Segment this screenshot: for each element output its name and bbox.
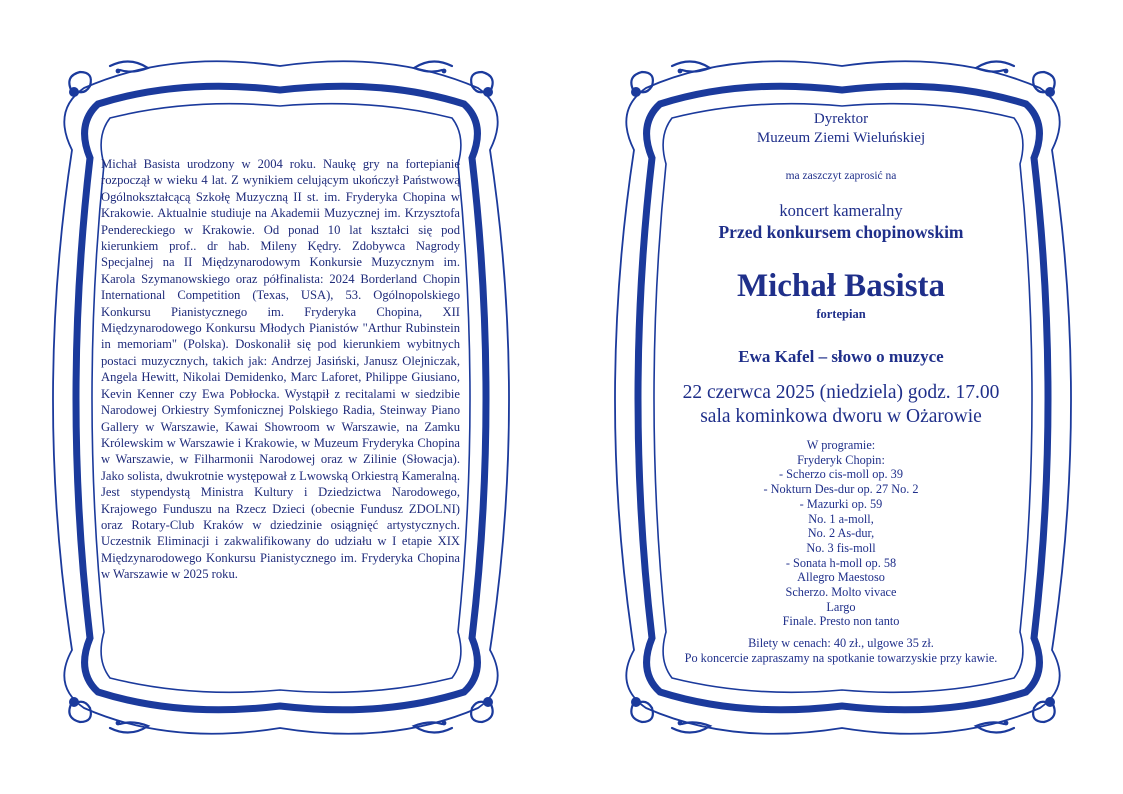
program-line: No. 1 a-moll,: [808, 511, 874, 526]
program-line: Fryderyk Chopin:: [797, 452, 885, 467]
invitation-phrase: ma zaszczyt zaprosić na: [785, 170, 897, 182]
program-line: - Scherzo cis-moll op. 39: [779, 467, 903, 482]
program-line: - Sonata h-moll op. 58: [785, 555, 897, 570]
ticket-prices: Bilety w cenach: 40 zł., ulgowe 35 zł.: [748, 636, 934, 650]
event-venue: sala kominkowa dworu w Ożarowie: [700, 406, 982, 427]
program-line: Finale. Presto non tanto: [782, 614, 900, 629]
program-list: [662, 438, 1020, 629]
invitation-panel: [562, 0, 1123, 794]
program-line: Largo: [826, 599, 856, 614]
program-line: No. 3 fis-moll: [806, 540, 876, 555]
program-line: Scherzo. Molto vivace: [785, 585, 897, 600]
program-line: W programie:: [806, 438, 876, 452]
program-line: Allegro Maestoso: [797, 570, 885, 585]
after-concert-note: Po koncercie zapraszamy na spotkanie towarzyskie przy kawie.: [684, 651, 998, 665]
event-kind: koncert kameralny: [779, 201, 903, 220]
biography-text: Michał Basista urodzony w 2004 roku. Naukę gry na fortepianie rozpoczął w wieku 4 lat. Z wynikiem celującym ukończył Państwową Ogólnokształcącą Szkołę Muzyczną II st. im. Fryderyka Chopina w Krakowie. Aktualnie studiuje na Akademii Muzycznej im. Krzysztofa Pendereckiego w Krakowie. Od ponad 10 lat kształci się pod kierunkiem prof.. dr hab. Mileny Kędry. Zdobywca Nagrody Specjalnej na II Międzynarodowym Konkursie Muzycznym im. Karola Szymanowskiego oraz półfinalista: 2024 Borderland Chopin International Competition (Texas, USA), 53. Ogólnopolskiego Konkursu Pianistycznego im. Fryderyka Chopina, XII Międzynarodowego Konkursu Młodych Pianistów "Arthur Rubinstein in memoriam" (Polska). Doskonalił się pod kierunkiem wybitnych postaci muzycznych, takich jak: Andrzej Jasiński, Janusz Olejniczak, Angela Hewitt, Nikolai Demidenko, Marc Laforet, Philippe Giusiano, Kevin Kenner czy Ewa Pobłocka. Wystąpił z recitalami w siedzibie Narodowej Orkiestry Symfonicznej Polskiego Radia, Steinway Piano Gallery w Warszawie, Kawai Showroom w Warszawie, na Zamku Królewskim w Warszawie i Krakowie, w Muzeum Fryderyka Chopina w Warszawie, w Filharmonii Narodowej oraz w Zilinie (Słowacja). Jako solista, dwukrotnie występował z Lwowską Orkiestrą Kameralną. Jest stypendystą Ministra Kultury i Dziedzictwa Narodowego, Krajowego Funduszu na Rzecz Dzieci (obecnie Fundusz ZDOLNI) oraz Rotary-Club Kraków w dziedzinie osiągnięć artystycznych. Uczestnik Eliminacji i zakwalifikowany do udziału w I etapie XIX Międzynarodowego Konkursu Pianistycznego im. Fryderyka Chopina w Warszawie w 2025 roku.: [101, 157, 460, 582]
program-line: - Nokturn Des-dur op. 27 No. 2: [763, 482, 919, 497]
program-line: - Mazurki op. 59: [799, 496, 883, 511]
host-institution: Muzeum Ziemi Wieluńskiej: [756, 130, 926, 146]
host-title: Dyrektor: [813, 111, 869, 127]
event-title: Przed konkursem chopinowskim: [718, 222, 964, 242]
event-date: 22 czerwca 2025 (niedziela) godz. 17.00: [682, 382, 1000, 403]
host: [662, 110, 1020, 148]
speaker: Ewa Kafel – słowo o muzyce: [738, 347, 944, 366]
biography-panel: [0, 0, 561, 794]
performer-name: Michał Basista: [736, 268, 946, 304]
instrument: fortepian: [816, 307, 866, 321]
program-line: No. 2 As-dur,: [807, 526, 875, 541]
